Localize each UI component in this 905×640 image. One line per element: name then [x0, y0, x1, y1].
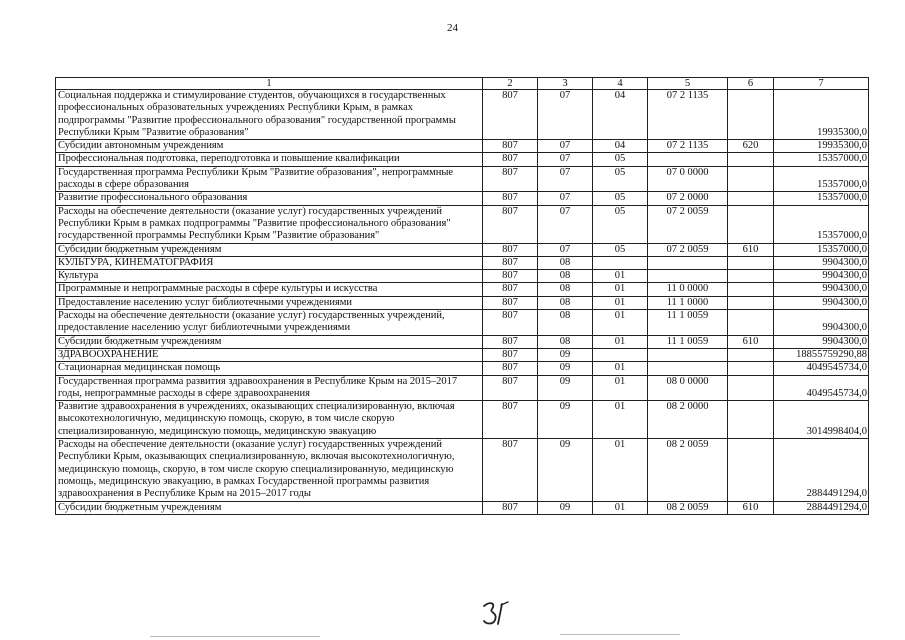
code-target-article: 07 2 0059 [648, 205, 728, 243]
code-expense-type: 610 [728, 243, 774, 256]
code-target-article [648, 348, 728, 361]
row-amount: 15357000,0 [774, 166, 869, 192]
code-target-article: 11 0 0000 [648, 283, 728, 296]
row-description: Субсидии бюджетным учреждениям [56, 243, 483, 256]
code-subsection: 05 [593, 192, 648, 205]
table-row [56, 90, 869, 140]
code-expense-type [728, 192, 774, 205]
row-description: Стационарная медицинская помощь [56, 362, 483, 375]
row-description: Государственная программа Республики Крым "Развитие образования", непрограммные расходы в сфере образования [56, 166, 483, 192]
row-description: Государственная программа развития здравоохранения в Республике Крым на 2015–2017 годы, непрограммные расходы в сфере здравоохранения [56, 375, 483, 401]
code-ministry: 807 [483, 270, 538, 283]
code-subsection: 05 [593, 243, 648, 256]
row-amount: 9904300,0 [774, 283, 869, 296]
code-section: 07 [538, 140, 593, 153]
code-section: 07 [538, 205, 593, 243]
row-amount: 9904300,0 [774, 296, 869, 309]
row-amount: 9904300,0 [774, 335, 869, 348]
table-row [56, 401, 869, 439]
code-section: 07 [538, 166, 593, 192]
code-subsection: 01 [593, 401, 648, 439]
table-row [56, 296, 869, 309]
code-section: 09 [538, 362, 593, 375]
column-header: 6 [728, 78, 774, 90]
code-subsection: 01 [593, 335, 648, 348]
table-row [56, 270, 869, 283]
table-row [56, 283, 869, 296]
code-expense-type [728, 439, 774, 501]
row-description: Расходы на обеспечение деятельности (оказание услуг) государственных учреждений Республики Крым в рамках подпрограммы "Развитие профессионального образования" государственной программы Республики Крым "Развитие образования" [56, 205, 483, 243]
row-amount: 15357000,0 [774, 243, 869, 256]
code-subsection: 01 [593, 270, 648, 283]
row-description: Развитие профессионального образования [56, 192, 483, 205]
code-section: 07 [538, 192, 593, 205]
code-ministry: 807 [483, 256, 538, 269]
code-section: 09 [538, 401, 593, 439]
code-ministry: 807 [483, 296, 538, 309]
table-row [56, 192, 869, 205]
row-description: Субсидии бюджетным учреждениям [56, 501, 483, 514]
code-section: 08 [538, 270, 593, 283]
row-amount: 3014998404,0 [774, 401, 869, 439]
table-row [56, 205, 869, 243]
code-ministry: 807 [483, 192, 538, 205]
code-section: 09 [538, 439, 593, 501]
code-target-article [648, 270, 728, 283]
code-target-article: 07 0 0000 [648, 166, 728, 192]
row-amount: 4049545734,0 [774, 362, 869, 375]
code-subsection: 05 [593, 153, 648, 166]
handwritten-page-mark [478, 598, 518, 628]
column-header: 1 [56, 78, 483, 90]
row-description: Предоставление населению услуг библиотечными учреждениями [56, 296, 483, 309]
code-expense-type [728, 153, 774, 166]
code-ministry: 807 [483, 205, 538, 243]
code-target-article: 08 0 0000 [648, 375, 728, 401]
code-subsection [593, 256, 648, 269]
code-expense-type [728, 348, 774, 361]
code-expense-type: 610 [728, 335, 774, 348]
code-target-article: 07 2 0059 [648, 243, 728, 256]
row-amount: 19935300,0 [774, 90, 869, 140]
code-ministry: 807 [483, 375, 538, 401]
code-ministry: 807 [483, 401, 538, 439]
code-expense-type [728, 283, 774, 296]
row-amount: 4049545734,0 [774, 375, 869, 401]
code-subsection: 01 [593, 375, 648, 401]
code-expense-type [728, 90, 774, 140]
table-row [56, 375, 869, 401]
table-row [56, 310, 869, 336]
budget-table [55, 77, 869, 515]
scan-artifact-line [150, 636, 320, 637]
code-ministry: 807 [483, 140, 538, 153]
table-row [56, 501, 869, 514]
table-row [56, 362, 869, 375]
code-subsection: 04 [593, 90, 648, 140]
row-amount: 18855759290,88 [774, 348, 869, 361]
code-target-article [648, 153, 728, 166]
table-row [56, 243, 869, 256]
code-ministry: 807 [483, 348, 538, 361]
code-expense-type: 610 [728, 501, 774, 514]
table-row [56, 256, 869, 269]
code-subsection: 01 [593, 439, 648, 501]
code-expense-type [728, 256, 774, 269]
code-section: 08 [538, 335, 593, 348]
column-header: 4 [593, 78, 648, 90]
row-description: ЗДРАВООХРАНЕНИЕ [56, 348, 483, 361]
code-subsection: 05 [593, 205, 648, 243]
code-ministry: 807 [483, 362, 538, 375]
code-section: 07 [538, 243, 593, 256]
code-expense-type [728, 401, 774, 439]
scan-artifact-line [560, 634, 680, 635]
code-ministry: 807 [483, 335, 538, 348]
code-target-article: 07 2 0000 [648, 192, 728, 205]
page-number: 24 [447, 22, 458, 34]
row-description: Субсидии автономным учреждениям [56, 140, 483, 153]
row-description: Субсидии бюджетным учреждениям [56, 335, 483, 348]
code-section: 08 [538, 256, 593, 269]
table-body [56, 90, 869, 515]
code-expense-type [728, 375, 774, 401]
row-amount: 19935300,0 [774, 140, 869, 153]
code-subsection [593, 348, 648, 361]
row-amount: 15357000,0 [774, 192, 869, 205]
code-subsection: 04 [593, 140, 648, 153]
column-header: 2 [483, 78, 538, 90]
code-section: 07 [538, 90, 593, 140]
code-section: 08 [538, 283, 593, 296]
code-subsection: 05 [593, 166, 648, 192]
code-expense-type [728, 310, 774, 336]
code-target-article [648, 256, 728, 269]
table-row [56, 166, 869, 192]
code-expense-type [728, 205, 774, 243]
code-subsection: 01 [593, 296, 648, 309]
code-ministry: 807 [483, 166, 538, 192]
code-expense-type [728, 270, 774, 283]
code-target-article [648, 362, 728, 375]
code-subsection: 01 [593, 501, 648, 514]
code-target-article: 08 2 0059 [648, 501, 728, 514]
code-target-article: 07 2 1135 [648, 140, 728, 153]
code-ministry: 807 [483, 501, 538, 514]
code-expense-type [728, 296, 774, 309]
table-row [56, 140, 869, 153]
code-target-article: 11 1 0000 [648, 296, 728, 309]
row-amount: 2884491294,0 [774, 439, 869, 501]
row-amount: 15357000,0 [774, 153, 869, 166]
row-amount: 9904300,0 [774, 270, 869, 283]
code-ministry: 807 [483, 243, 538, 256]
row-description: Расходы на обеспечение деятельности (оказание услуг) государственных учреждений, предоставление населению услуг библиотечными учреждениями [56, 310, 483, 336]
column-header: 7 [774, 78, 869, 90]
code-target-article: 07 2 1135 [648, 90, 728, 140]
row-description: Профессиональная подготовка, переподготовка и повышение квалификации [56, 153, 483, 166]
code-section: 09 [538, 375, 593, 401]
row-amount: 15357000,0 [774, 205, 869, 243]
row-description: Развитие здравоохранения в учреждениях, оказывающих специализированную, включая высокотехнологичную, медицинскую помощь, скорую, в том числе скорую специализированную, медицинскую помощь, медицинскую эвакуацию [56, 401, 483, 439]
code-target-article: 08 2 0000 [648, 401, 728, 439]
row-description: Социальная поддержка и стимулирование студентов, обучающихся в государственных профессиональных образовательных учреждениях Республики Крым, в рамках подпрограммы "Развитие профессионального образования" государственной программы Республики Крым "Развитие образования" [56, 90, 483, 140]
code-ministry: 807 [483, 153, 538, 166]
row-description: КУЛЬТУРА, КИНЕМАТОГРАФИЯ [56, 256, 483, 269]
code-subsection: 01 [593, 310, 648, 336]
column-header: 3 [538, 78, 593, 90]
table-row [56, 153, 869, 166]
row-amount: 9904300,0 [774, 256, 869, 269]
table-row [56, 335, 869, 348]
code-ministry: 807 [483, 283, 538, 296]
code-subsection: 01 [593, 283, 648, 296]
code-expense-type: 620 [728, 140, 774, 153]
code-subsection: 01 [593, 362, 648, 375]
code-target-article: 11 1 0059 [648, 335, 728, 348]
code-section: 09 [538, 348, 593, 361]
row-description: Расходы на обеспечение деятельности (оказание услуг) государственных учреждений Республики Крым, оказывающих специализированную, включая высокотехнологичную, медицинскую помощь, скорую, в том числе скорую специализированную, медицинскую помощь, медицинскую эвакуацию, в рамках Государственной программы развития здравоохранения в Республике Крым на 2015–2017 годы [56, 439, 483, 501]
row-description: Программные и непрограммные расходы в сфере культуры и искусства [56, 283, 483, 296]
code-section: 08 [538, 296, 593, 309]
row-amount: 9904300,0 [774, 310, 869, 336]
row-amount: 2884491294,0 [774, 501, 869, 514]
code-section: 08 [538, 310, 593, 336]
code-ministry: 807 [483, 310, 538, 336]
code-section: 09 [538, 501, 593, 514]
table-row [56, 439, 869, 501]
code-expense-type [728, 362, 774, 375]
column-header: 5 [648, 78, 728, 90]
code-target-article: 11 1 0059 [648, 310, 728, 336]
table-header-row [56, 78, 869, 90]
row-description: Культура [56, 270, 483, 283]
code-ministry: 807 [483, 90, 538, 140]
code-target-article: 08 2 0059 [648, 439, 728, 501]
table-row [56, 348, 869, 361]
code-expense-type [728, 166, 774, 192]
code-section: 07 [538, 153, 593, 166]
code-ministry: 807 [483, 439, 538, 501]
